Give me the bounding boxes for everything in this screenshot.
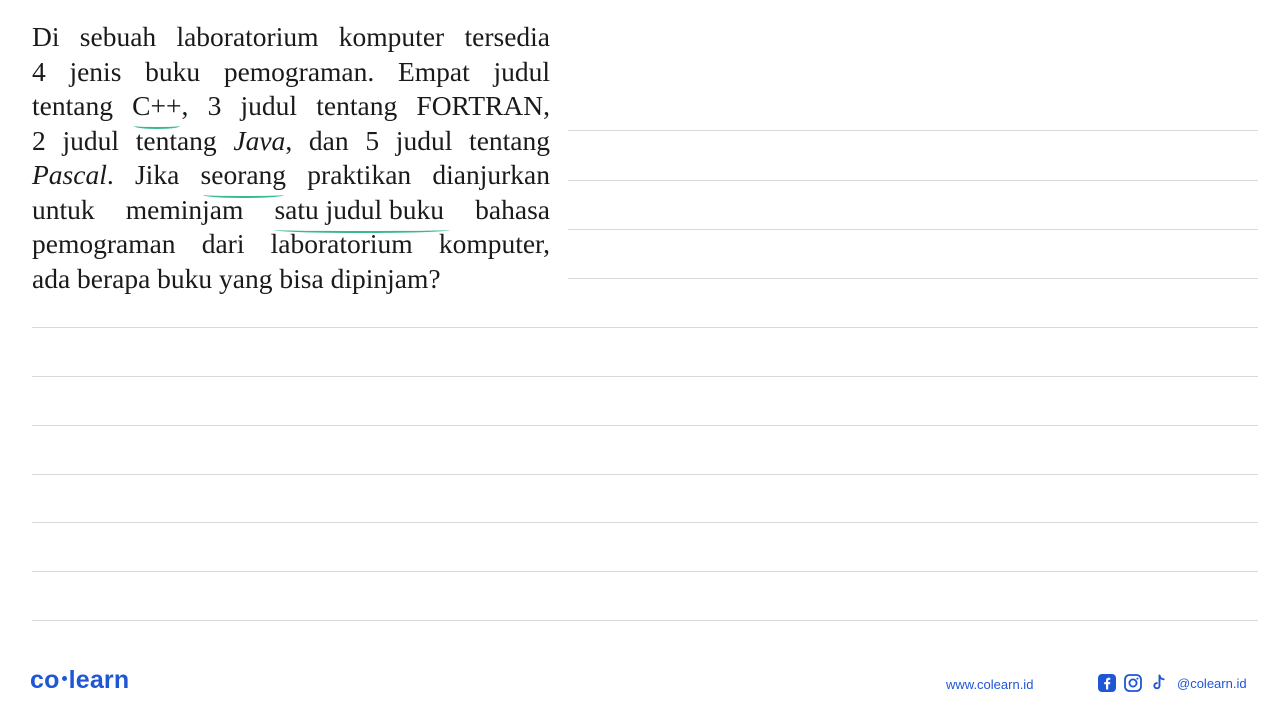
logo-dot xyxy=(62,676,67,681)
ruled-line xyxy=(568,229,1258,230)
ruled-line xyxy=(32,571,1258,572)
question-line-5: Pascal. Jika seorang praktikan dianjurkan xyxy=(32,158,550,193)
question-line-8: ada berapa buku yang bisa dipinjam? xyxy=(32,262,441,294)
ruled-line xyxy=(32,376,1258,377)
tiktok-icon[interactable] xyxy=(1149,673,1169,693)
question-text xyxy=(32,20,550,296)
underline-satu-judul-buku: satu judul buku xyxy=(274,193,444,228)
question-line-4: 2 judul tentang Java, dan 5 judul tentang xyxy=(32,124,550,156)
ruled-line xyxy=(568,180,1258,181)
ruled-line xyxy=(32,327,1258,328)
facebook-icon[interactable] xyxy=(1097,673,1117,693)
instagram-icon[interactable] xyxy=(1123,673,1143,693)
question-line-6: untuk meminjam satu judul buku bahasa xyxy=(32,193,550,228)
java-italic: Java xyxy=(233,124,286,156)
ruled-line xyxy=(32,425,1258,426)
pascal-italic: Pascal xyxy=(32,159,107,190)
social-handle[interactable]: @colearn.id xyxy=(1177,675,1247,691)
colearn-logo: co learn xyxy=(30,666,130,694)
question-line-3: tentang C++, 3 judul tentang FORTRAN, xyxy=(32,89,550,124)
ruled-line xyxy=(32,474,1258,475)
question-line-7: pemograman dari laboratorium komputer, xyxy=(32,228,550,259)
underline-cpp: C++ xyxy=(132,89,181,124)
ruled-line xyxy=(568,278,1258,279)
ruled-line xyxy=(32,522,1258,523)
ruled-line xyxy=(32,620,1258,621)
question-line-1: Di sebuah laboratorium komputer tersedia xyxy=(32,21,550,52)
social-links xyxy=(1097,673,1247,693)
website-url[interactable]: www.colearn.id xyxy=(946,677,1034,692)
underline-seorang: seorang xyxy=(201,158,287,193)
ruled-line xyxy=(568,130,1258,131)
question-line-2: 4 jenis buku pemograman. Empat judul xyxy=(32,55,550,87)
